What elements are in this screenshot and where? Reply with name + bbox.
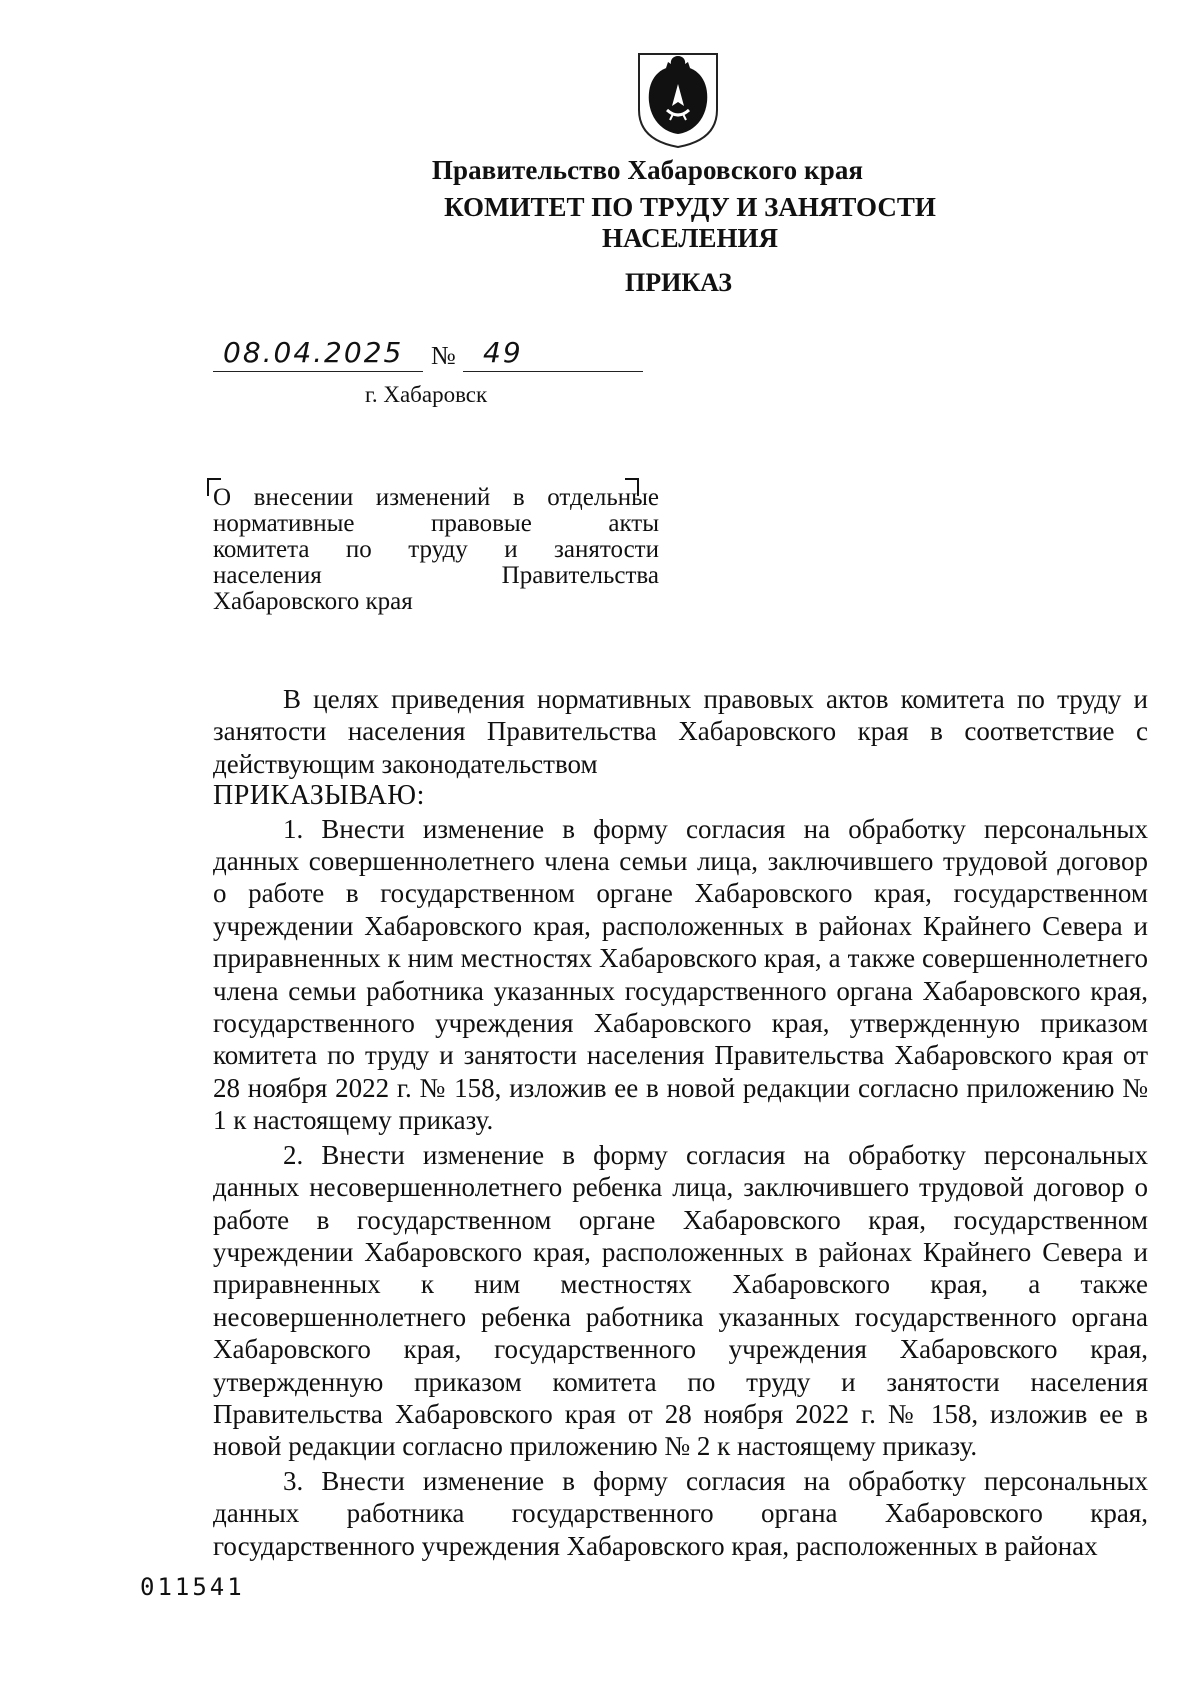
- subject-line: нормативные правовые акты: [213, 510, 659, 537]
- order-word: ПРИКАЗЫВАЮ:: [213, 780, 425, 812]
- handwritten-date: 08.04.2025: [213, 335, 423, 372]
- document-type: ПРИКАЗ: [625, 268, 733, 297]
- government-title: [0, 155, 1200, 186]
- registration-row: [213, 335, 643, 375]
- city-name: г. Хабаровск: [365, 382, 488, 407]
- preamble-paragraph: В целях приведения нормативных правовых актов комитета по труду и занятости населения Правительства Хабаровского края в соответствие с действующим законодательством: [213, 684, 1148, 779]
- number-sign: №: [431, 341, 456, 370]
- subject-line: Хабаровского края: [213, 588, 413, 615]
- handwritten-number: 49: [463, 335, 643, 372]
- order-item: 1. Внести изменение в форму согласия на обработку персональных данных совершеннолетнего члена семьи лица, заключившего трудовой договор о работе в государственном органе Хабаровского края, государственном учреждении Хабаровского края, расположенных в районах Крайнего Севера и приравненных к ним местностях Хабаровского края, а также совершеннолетнего члена семьи работника указанных государственного органа Хабаровского края, государственного учреждения Хабаровского края, утвержденную приказом комитета по труду и занятости населения Правительства Хабаровского края от 28 ноября 2022 г. № 158, изложив ее в новой редакции согласно приложению № 1 к настоящему приказу.: [213, 813, 1148, 1136]
- subject-line: населения Правительства: [213, 562, 659, 589]
- order-item: 3. Внести изменение в форму согласия на обработку персональных данных работника государственного органа Хабаровского края, государственного учреждения Хабаровского края, расположенных в районах: [213, 1465, 1148, 1561]
- subject-line: О внесении изменений в отдельные: [213, 484, 659, 511]
- government-name: Правительство Хабаровского края: [431, 155, 864, 185]
- document-serial-code: 011541: [140, 1573, 245, 1601]
- committee-title: КОМИТЕТ ПО ТРУДУ И ЗАНЯТОСТИ НАСЕЛЕНИЯ: [444, 192, 936, 253]
- order-item: 2. Внести изменение в форму согласия на обработку персональных данных несовершеннолетнего ребенка лица, заключившего трудовой договор о работе в государственном органе Хабаровского края, государственном учреждении Хабаровского края, расположенных в районах Крайнего Севера и приравненных к ним местностях Хабаровского края, а также несовершеннолетнего ребенка работника указанных государственного органа Хабаровского края, государственного учреждения Хабаровского края, утвержденную приказом комитета по труду и занятости населения Правительства Хабаровского края от 28 ноября 2022 г. № 158, изложив ее в новой редакции согласно приложению № 2 к настоящему приказу.: [213, 1139, 1148, 1462]
- order-subject: [213, 485, 659, 615]
- order-body: [213, 683, 1148, 1562]
- coat-of-arms-icon: [633, 48, 723, 150]
- subject-line: комитета по труду и занятости: [213, 536, 659, 563]
